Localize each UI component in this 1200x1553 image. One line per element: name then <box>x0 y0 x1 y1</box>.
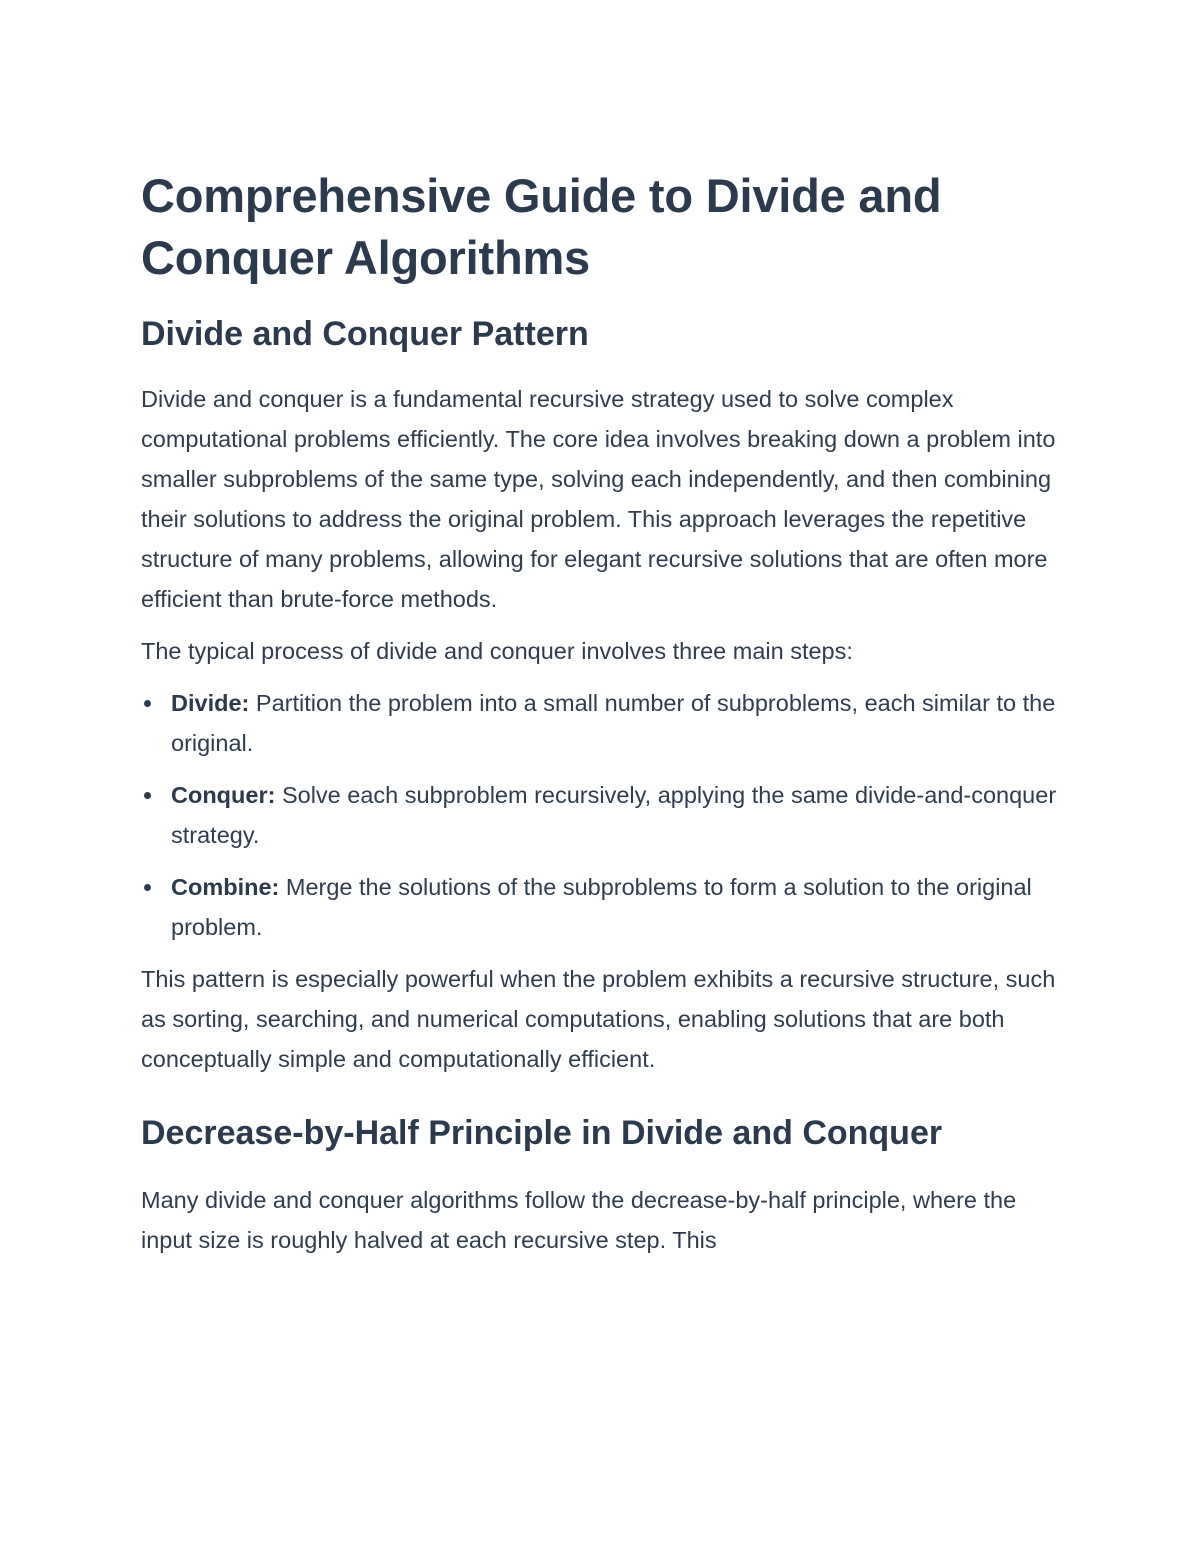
document-page <box>141 165 1061 1260</box>
list-item-divide <box>141 683 1061 763</box>
bullet-icon <box>144 884 151 891</box>
list-item-conquer <box>141 775 1061 855</box>
step-description: Solve each subproblem recursively, applying the same divide-and-conquer strategy. <box>171 782 1057 848</box>
section-heading-divide-and-conquer-pattern: Divide and Conquer Pattern <box>141 315 589 353</box>
steps-intro-paragraph: The typical process of divide and conquer involves three main steps: <box>141 638 853 664</box>
document-title: Comprehensive Guide to Divide and Conquer Algorithms <box>141 169 942 284</box>
step-description: Partition the problem into a small number of subproblems, each similar to the original. <box>171 690 1056 756</box>
section-heading-decrease-by-half: Decrease-by-Half Principle in Divide and Conquer <box>141 1114 943 1152</box>
section1-intro-paragraph: Divide and conquer is a fundamental recursive strategy used to solve complex computational problems efficiently. The core idea involves breaking down a problem into smaller subproblems of the same type, solving each independently, and then combining their solutions to address the original problem. This approach leverages the repetitive structure of many problems, allowing for elegant recursive solutions that are often more efficient than brute-force methods. <box>141 386 1056 612</box>
list-item-combine <box>141 867 1061 947</box>
bullet-icon <box>144 792 151 799</box>
section2-intro-paragraph: Many divide and conquer algorithms follow the decrease-by-half principle, where the input size is roughly halved at each recursive step. This <box>141 1187 1017 1253</box>
step-term: Divide: <box>171 690 250 716</box>
bullet-icon <box>144 700 151 707</box>
section1-closing-paragraph: This pattern is especially powerful when the problem exhibits a recursive structure, such as sorting, searching, and numerical computations, enabling solutions that are both conceptually simple and computationally efficient. <box>141 966 1056 1072</box>
steps-list <box>141 683 1061 947</box>
step-term: Combine: <box>171 874 280 900</box>
step-description: Merge the solutions of the subproblems to form a solution to the original problem. <box>171 874 1032 940</box>
step-term: Conquer: <box>171 782 276 808</box>
